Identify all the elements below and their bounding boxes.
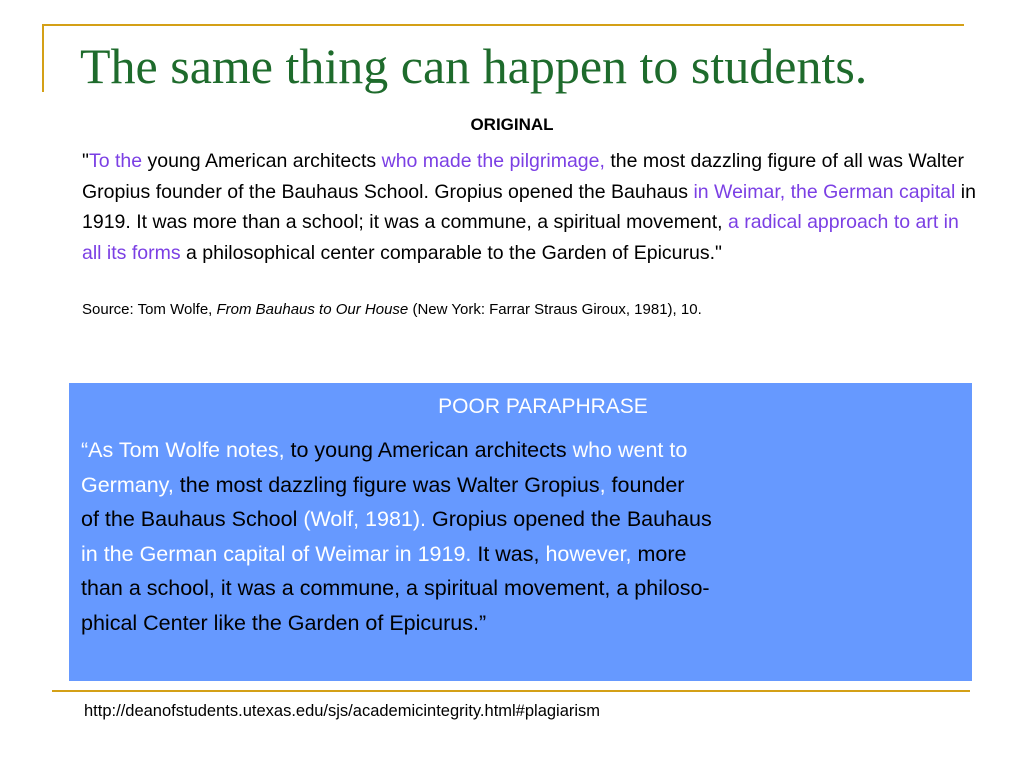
original-heading: ORIGINAL	[470, 115, 554, 134]
quote-segment-highlighted: in Weimar, the German capital	[693, 180, 956, 203]
quote-segment: in 1919. It was more than a school; it was a commune, a spiritual movement,	[82, 180, 976, 233]
quote-segment-highlighted: a radical approach to art in all its forms	[82, 211, 959, 264]
paraphrase-segment-white: Germany,	[81, 472, 174, 497]
quote-segment: a philosophical center comparable to the Garden of Epicurus."	[180, 241, 722, 264]
quote-segment-highlighted: who made the pilgrimage,	[381, 150, 605, 172]
paraphrase-segment-white: who went to	[572, 438, 688, 462]
paraphrase-segment: to young American architects	[284, 438, 573, 462]
paraphrase-segment: than a school, it was a commune, a spiritual movement, a philoso-	[81, 576, 710, 600]
paraphrase-line	[81, 468, 960, 503]
paraphrase-segment: Gropius opened the Bauhaus	[426, 507, 712, 531]
poor-paraphrase-text	[81, 433, 960, 640]
paraphrase-segment: It was,	[471, 541, 546, 566]
footer-url: http://deanofstudents.utexas.edu/sjs/academicintegrity.html#plagiarism	[84, 702, 601, 720]
left-frame-line	[42, 24, 44, 92]
paraphrase-line	[81, 571, 960, 606]
paraphrase-segment-white: however,	[545, 541, 632, 566]
paraphrase-segment: of the Bauhaus School	[81, 507, 298, 531]
paraphrase-segment-white: “As Tom Wolfe notes,	[81, 438, 285, 462]
quote-segment: "	[82, 150, 89, 172]
poor-paraphrase-panel	[69, 383, 972, 681]
source-suffix: (New York: Farrar Straus Giroux, 1981), 10.	[408, 301, 702, 318]
paraphrase-segment-white: (Wolf, 1981).	[297, 507, 427, 531]
paraphrase-segment: founder	[605, 472, 685, 497]
poor-paraphrase-heading: POOR PARAPHRASE	[438, 395, 648, 418]
paraphrase-segment-white: ,	[599, 472, 606, 497]
quote-segment-highlighted: To the	[88, 150, 143, 172]
paraphrase-segment: more	[631, 541, 687, 566]
source-book-title: From Bauhaus to Our House	[216, 301, 409, 318]
quote-segment: young American architects	[142, 150, 382, 172]
quote-segment: the most dazzling figure of all was Walter Gropius founder of the Bauhaus School. Gropius opened the Bauhaus	[82, 150, 964, 203]
bottom-frame-line	[52, 690, 970, 692]
paraphrase-segment: phical Center like the Garden of Epicurus.”	[81, 610, 487, 635]
top-frame-line	[42, 24, 964, 26]
paraphrase-line	[81, 606, 960, 641]
paraphrase-line	[81, 433, 960, 468]
source-prefix: Source: Tom Wolfe,	[82, 301, 217, 318]
slide-title: The same thing can happen to students.	[80, 38, 868, 94]
source-citation	[82, 300, 982, 320]
paraphrase-line	[81, 537, 960, 572]
paraphrase-line	[81, 502, 960, 537]
paraphrase-segment: the most dazzling figure was Walter Gropius	[173, 472, 600, 497]
paraphrase-segment-white: in the German capital of Weimar in 1919.	[81, 541, 472, 566]
original-quote	[82, 146, 982, 268]
